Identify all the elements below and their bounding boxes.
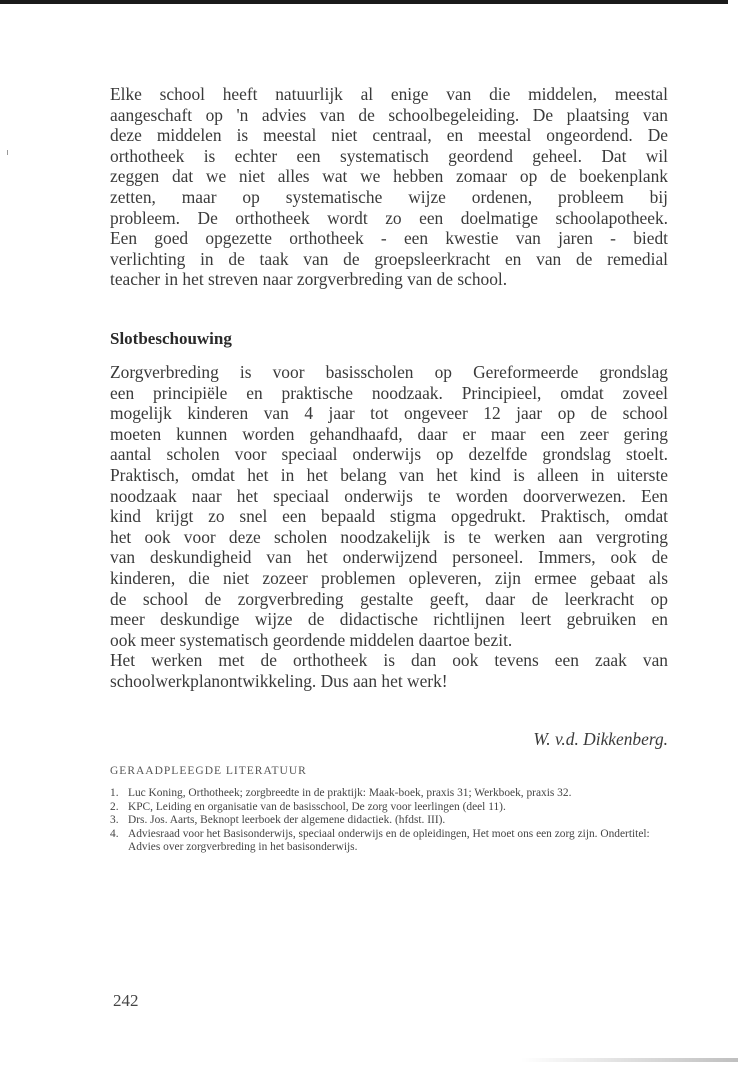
paragraph-slotbeschouwing (110, 362, 668, 692)
literature-heading: GERAADPLEEGDE LITERATUUR (110, 765, 307, 777)
literature-number: 2. (110, 800, 119, 813)
text-line: ook meer systematisch geordende middelen daartoe bezit. (110, 629, 513, 650)
text-line: aangeschaft op 'n advies van de schoolbegeleiding. De plaatsing van (110, 104, 668, 125)
text-line: moeten kunnen worden gehandhaafd, daar er maar een zeer gering (110, 423, 668, 444)
text-line: een principiële en praktische noodzaak. Principieel, omdat zoveel (110, 382, 668, 403)
literature-item (110, 787, 670, 801)
text-line: Zorgverbreding is voor basisscholen op Gereformeerde grondslag (110, 362, 668, 382)
literature-text: Adviesraad voor het Basisonderwijs, speciaal onderwijs en de opleidingen, Het moet ons een zorg zijn. Ondertitel: Advies over zorgverbreding in het basisonderwijs. (128, 827, 650, 854)
text-line: verlichting in de taak van de groepsleerkracht en van de remedial (110, 248, 668, 269)
margin-mark (7, 150, 8, 155)
text-line: Praktisch, omdat het in het belang van het kind is alleen in uiterste (110, 464, 668, 485)
section-heading: Slotbeschouwing (110, 329, 232, 348)
text-line: deze middelen is meestal niet centraal, en meestal ongeordend. De (110, 125, 668, 146)
text-line: schoolwerkplanontwikkeling. Dus aan het werk! (110, 670, 448, 691)
literature-list (110, 787, 670, 855)
literature-item (110, 814, 670, 828)
literature-item (110, 801, 670, 815)
text-line: kinderen, die niet zozeer problemen opleveren, zijn ermee gebaat als (110, 567, 668, 588)
author-signature: W. v.d. Dikkenberg. (533, 729, 668, 749)
top-rule (0, 0, 728, 4)
text-line: zeggen dat we niet alles wat we hebben zomaar op de boekenplank (110, 166, 668, 187)
literature-text: Drs. Jos. Aarts, Beknopt leerboek der algemene didactiek. (hfdst. III). (128, 814, 446, 827)
text-line: Het werken met de orthotheek is dan ook tevens een zaak van (110, 650, 668, 671)
text-line: Elke school heeft natuurlijk al enige van die middelen, meestal (110, 84, 668, 104)
text-line: aantal scholen voor speciaal onderwijs op dezelfde grondslag stoelt. (110, 444, 668, 465)
literature-number: 3. (110, 814, 119, 827)
literature-text: KPC, Leiding en organisatie van de basisschool, De zorg voor leerlingen (deel 11). (128, 800, 506, 813)
text-line: kind krijgt zo snel een bepaald stigma opgedrukt. Praktisch, omdat (110, 506, 668, 527)
literature-number: 1. (110, 787, 119, 799)
text-line: noodzaak naar het speciaal onderwijs te worden doorverwezen. Een (110, 485, 668, 506)
text-line: probleem. De orthotheek wordt zo een doelmatige schoolapotheek. (110, 207, 668, 228)
text-line: orthotheek is echter een systematisch geordend geheel. Dat wil (110, 145, 668, 166)
page-number: 242 (113, 991, 139, 1010)
text-line: de school de zorgverbreding gestalte geeft, daar de leerkracht op (110, 588, 668, 609)
text-line: Een goed opgezette orthotheek - een kwestie van jaren - biedt (110, 228, 668, 249)
text-line: teacher in het streven naar zorgverbreding van de school. (110, 269, 508, 290)
text-line: het ook voor deze scholen noodzakelijk is te werken aan vergroting (110, 526, 668, 547)
literature-item (110, 828, 670, 855)
text-line: mogelijk kinderen van 4 jaar tot ongeveer 12 jaar op de school (110, 403, 668, 424)
page-edge-shadow (520, 1058, 738, 1062)
literature-number: 4. (110, 827, 119, 840)
text-line: van deskundigheid van het onderwijzend personeel. Immers, ook de (110, 547, 668, 568)
text-line: zetten, maar op systematische wijze ordenen, probleem bij (110, 186, 668, 207)
literature-text: Luc Koning, Orthotheek; zorgbreedte in de praktijk: Maak-boek, praxis 31; Werkboek, praxis 32. (128, 787, 572, 799)
text-line: meer deskundige wijze de didactische richtlijnen leert gebruiken en (110, 609, 668, 630)
paragraph-orthotheek (110, 84, 668, 290)
